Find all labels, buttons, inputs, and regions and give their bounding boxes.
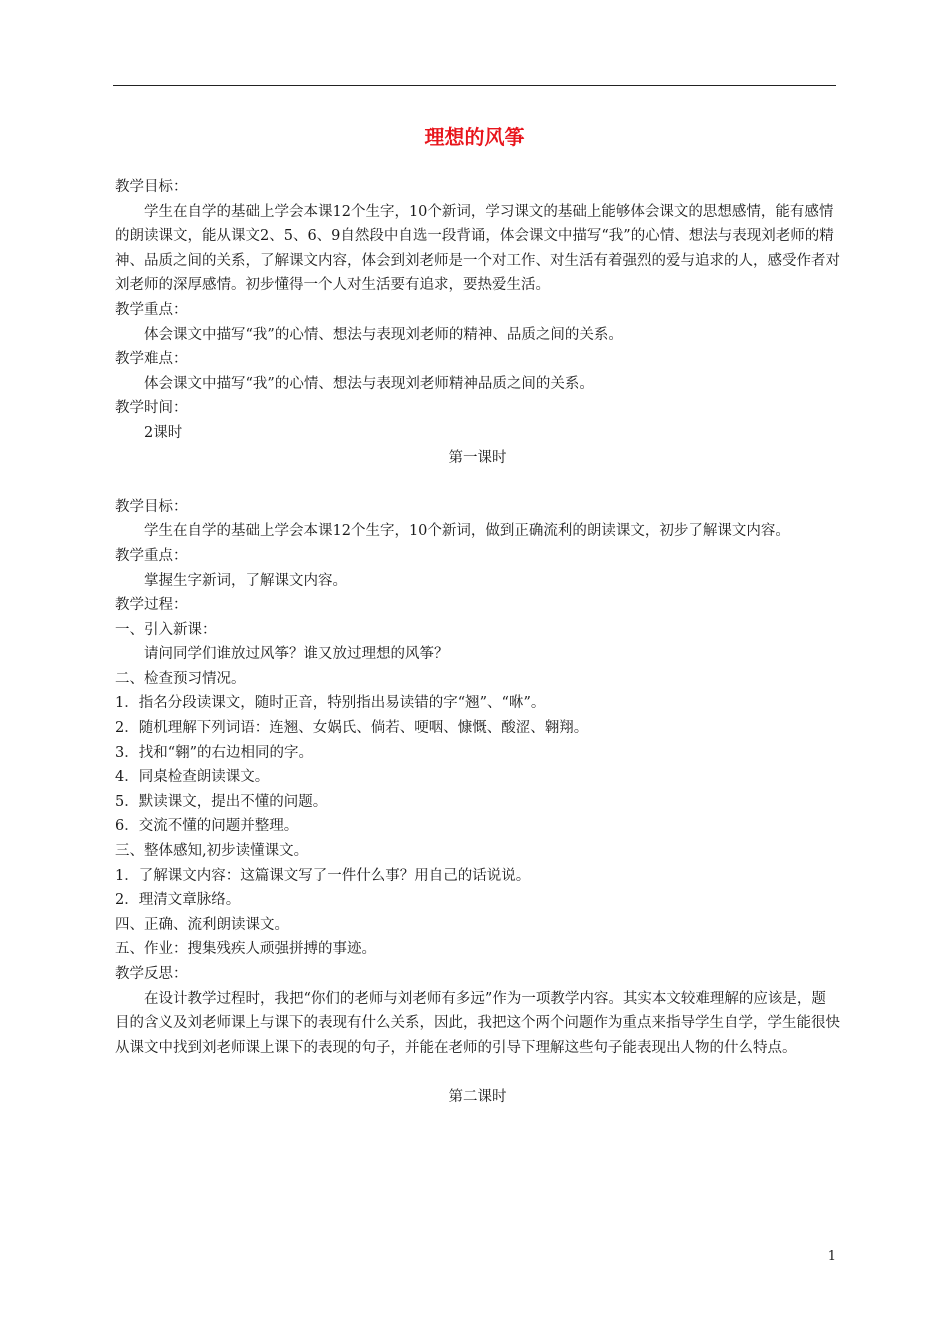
page-number: 1 [827, 1249, 836, 1264]
process-label: 教学过程： [115, 597, 188, 614]
step-4-heading: 四、正确、流利朗读课文。 [115, 916, 289, 933]
lesson2-heading: 第二课时 [448, 1088, 507, 1105]
list-item: 3．找和“翱”的右边相同的字。 [115, 744, 314, 761]
list-item: 2．随机理解下列词语：连翘、女娲氏、倘若、哽咽、慷慨、酸涩、翱翔。 [115, 720, 589, 737]
goal-text: 学生在自学的基础上学会本课12个生字，10个新词，学习课文的基础上能够体会课文的思想感情，能有感情的朗读课文，能从课文2、5、6、9自然段中自选一段背诵，体会课文中描写“我”的心情、想法与表现刘老师的精神、品质之间的关系，了解课文内容，体会到刘老师是一个对工作、对生活有着强烈的爱与追求的人，感受作者对刘老师的深厚感情。初步懂得一个人对生活要有追求，要热爱生活。 [115, 203, 840, 294]
step-1-text: 请问同学们谁放过风筝？谁又放过理想的风筝？ [144, 646, 449, 663]
list-item: 5．默读课文，提出不懂的问题。 [115, 793, 328, 810]
key-point-text: 体会课文中描写“我”的心情、想法与表现刘老师的精神、品质之间的关系。 [144, 326, 623, 343]
step-1-heading: 一、引入新课： [115, 621, 217, 638]
list-item: 6．交流不懂的问题并整理。 [115, 818, 299, 835]
document-body [115, 175, 840, 1110]
header-rule [113, 85, 836, 86]
difficulty-text: 体会课文中描写“我”的心情、想法与表现刘老师精神品质之间的关系。 [144, 375, 594, 392]
step-3-heading: 三、整体感知,初步读懂课文。 [115, 843, 309, 860]
list-item: 1．指名分段读课文，随时正音，特别指出易读错的字“翘”、“咻”。 [115, 695, 546, 712]
lesson1-goal-label: 教学目标： [115, 498, 188, 515]
list-item: 4．同桌检查朗读课文。 [115, 769, 270, 786]
difficulty-label: 教学难点： [115, 351, 188, 368]
document-title: 理想的风筝 [424, 125, 525, 149]
list-item: 2．理清文章脉络。 [115, 892, 241, 909]
reflection-text: 在设计教学过程时，我把“你们的老师与刘老师有多远”作为一项教学内容。其实本文较难理解的应该是，题目的含义及刘老师课上与课下的表现有什么关系，因此，我把这个两个问题作为重点来指导学生自学，学生能很快从课文中找到刘老师课上课下的表现的句子，并能在老师的引导下理解这些句子能表现出人物的什么特点。 [115, 990, 840, 1056]
time-text: 2课时 [144, 424, 183, 441]
lesson1-key-text: 掌握生字新词，了解课文内容。 [144, 572, 347, 589]
lesson1-heading: 第一课时 [448, 449, 507, 466]
list-item: 1．了解课文内容：这篇课文写了一件什么事？用自己的话说说。 [115, 867, 531, 884]
key-point-label: 教学重点： [115, 301, 188, 318]
step-5-heading: 五、作业：搜集残疾人顽强拼搏的事迹。 [115, 941, 376, 958]
time-label: 教学时间： [115, 400, 188, 417]
lesson1-goal-text: 学生在自学的基础上学会本课12个生字，10个新词，做到正确流利的朗读课文，初步了解课文内容。 [144, 523, 790, 540]
step-2-heading: 二、检查预习情况。 [115, 670, 246, 687]
lesson1-key-label: 教学重点： [115, 547, 188, 564]
goal-label: 教学目标： [115, 179, 188, 195]
reflection-label: 教学反思： [115, 966, 188, 982]
